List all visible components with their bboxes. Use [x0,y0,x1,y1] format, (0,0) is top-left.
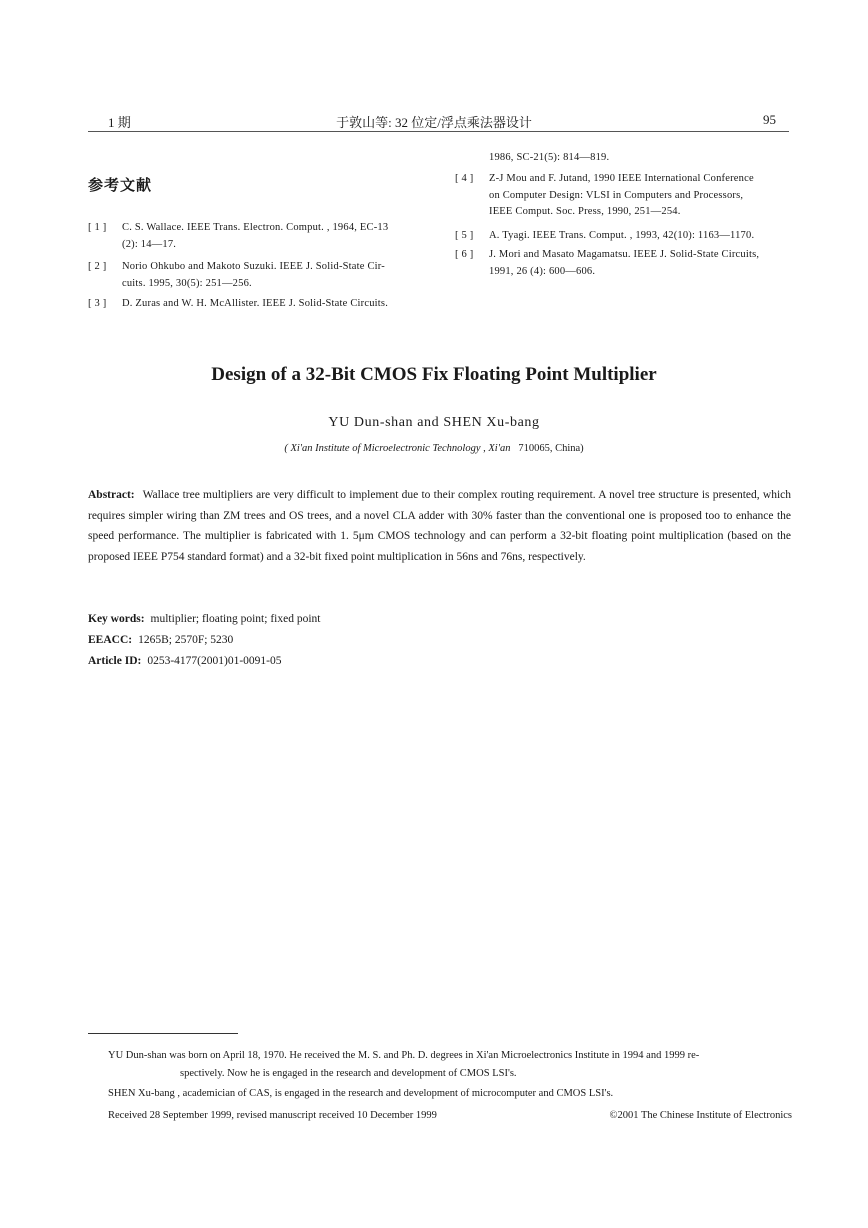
reference-6 [455,247,791,280]
reference-text: cuits. 1995, 30(5): 251—256. [122,277,252,289]
footnote-text: spectively. Now he is engaged in the research and development of CMOS LSI's. [180,1068,517,1079]
header-rule [88,131,789,132]
reference-4 [455,171,791,221]
reference-text: J. Mori and Masato Magamatsu. IEEE J. Solid-State Circuits, [489,249,760,260]
reference-5 [455,228,791,245]
reference-number: [ 2 ] [88,261,107,272]
reference-text: 1986, SC-21(5): 814—819. [489,152,610,163]
eeacc [88,631,233,650]
abstract-label: Abstract: [88,489,135,501]
footnote-text: YU Dun-shan was born on April 18, 1970. He received the M. S. and Ph. D. degrees in Xi'an Microelectronics Institute in 1994 and 1999 re- [108,1050,700,1061]
reference-text: (2): 14—17. [122,238,177,250]
reference-text: D. Zuras and W. H. McAllister. IEEE J. Solid-State Circuits. [122,298,389,309]
article-id-label: Article ID: [88,655,142,667]
reference-number: [ 1 ] [88,222,107,233]
article-id-text: 0253-4177(2001)01-0091-05 [147,655,282,667]
keywords [88,610,320,629]
reference-text: A. Tyagi. IEEE Trans. Comput. , 1993, 42(10): 1163—1170. [489,230,755,241]
reference-3-continued [455,150,791,167]
paper-affiliation [0,443,868,454]
eeacc-label: EEACC: [88,634,133,646]
reference-text: Norio Ohkubo and Makoto Suzuki. IEEE J. Solid-State Cir- [122,261,385,272]
reference-3 [88,296,440,313]
references-heading: 参考文献 [88,176,153,194]
running-title: 于敦山等: 32 位定/浮点乘法器设计 [336,115,532,130]
footnote-rule [88,1033,238,1034]
abstract [88,485,791,567]
reference-text: C. S. Wallace. IEEE Trans. Electron. Comput. , 1964, EC-13 [122,222,389,233]
paper-title: Design of a 32-Bit CMOS Fix Floating Point Multiplier [211,364,657,385]
reference-number: [ 3 ] [88,298,107,309]
paper-authors: YU Dun-shan and SHEN Xu-bang [328,415,540,430]
abstract-text: Wallace tree multipliers are very difficult to implement due to their complex routing requirement. A novel tree structure is presented, which requires simpler wiring than ZM trees and OS trees, and a novel CLA adder with 30% faster than the conventional one is proposed too to enhance the speed performance. The multiplier is fabricated with 1. 5μm CMOS technology and can perform a 32-bit floating point multiplication (based on the proposed IEEE P754 standard format) and a 32-bit fixed point multiplication in 56ns and 76ns, respectively. [88,489,791,563]
reference-text: IEEE Comput. Soc. Press, 1990, 251—254. [489,206,681,217]
reference-number: [ 6 ] [455,249,474,260]
reference-text: Z-J Mou and F. Jutand, 1990 IEEE International Conference [489,173,754,184]
affiliation-postcode: 710065, China) [518,443,584,454]
issue-label: 1 期 [108,115,131,130]
reference-1 [88,220,440,253]
article-id [88,652,281,671]
reference-number: [ 5 ] [455,230,474,241]
reference-2 [88,259,440,292]
footnote-author-2: SHEN Xu-bang , academician of CAS, is engaged in the research and development of microcomputer and CMOS LSI's. [108,1088,614,1099]
reference-text: 1991, 26 (4): 600—606. [489,265,596,277]
keywords-text: multiplier; floating point; fixed point [150,613,321,625]
affiliation-institute: ( Xi'an Institute of Microelectronic Technology , Xi'an [284,443,511,454]
copyright: ©2001 The Chinese Institute of Electronics [609,1110,792,1121]
reference-text: on Computer Design: VLSI in Computers and Processors, [489,189,744,201]
page-number: 95 [763,112,776,127]
keywords-label: Key words: [88,613,145,625]
footnote-author-1 [108,1047,792,1083]
received-date: Received 28 September 1999, revised manuscript received 10 December 1999 [108,1110,437,1121]
reference-number: [ 4 ] [455,173,474,184]
eeacc-text: 1265B; 2570F; 5230 [138,634,234,646]
